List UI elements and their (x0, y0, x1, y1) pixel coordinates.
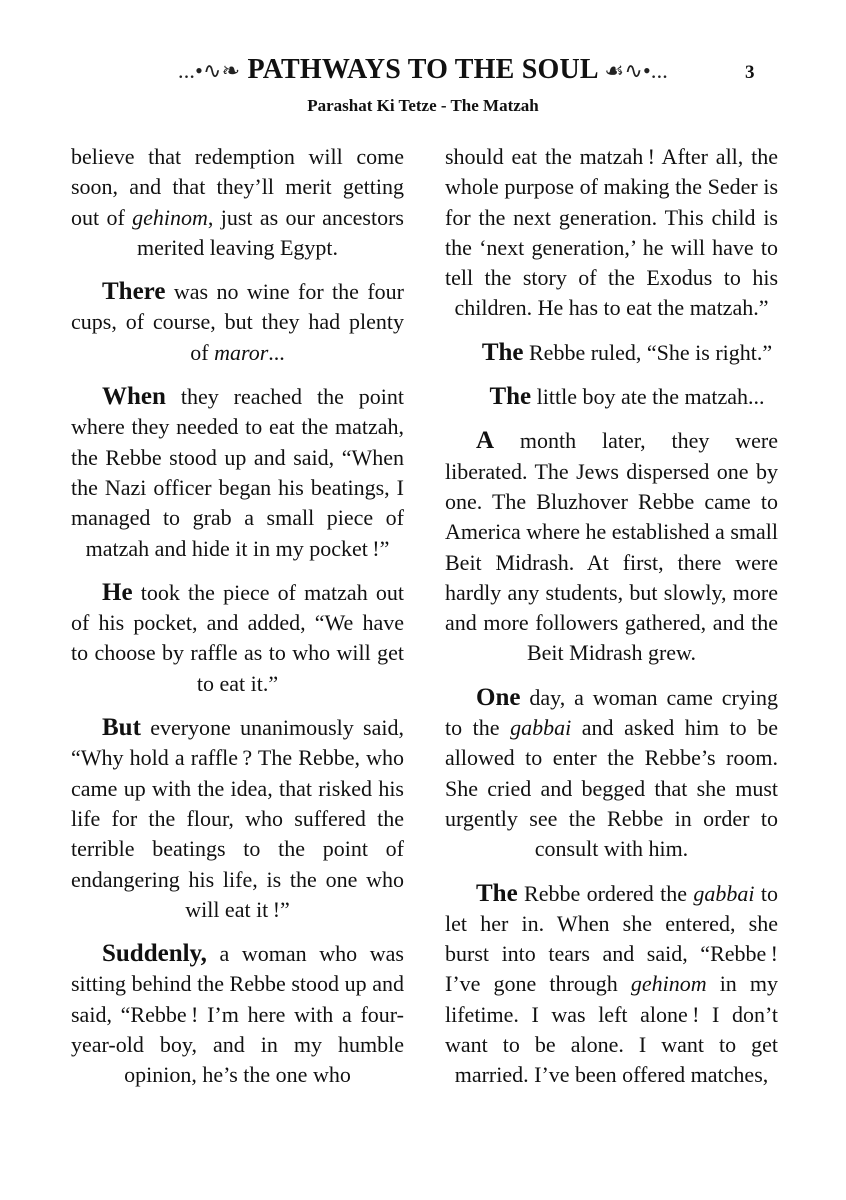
paragraph-text: Rebbe ruled, “She is right.” (523, 339, 773, 365)
paragraph (445, 338, 778, 368)
paragraph-text: day, a woman came crying to the (445, 684, 778, 741)
paragraph (445, 683, 778, 865)
paragraph-text: Rebbe ordered the (517, 880, 694, 906)
paragraph-lead-word: The (476, 879, 518, 907)
paragraph (445, 426, 778, 668)
page-header (0, 48, 846, 94)
paragraph-text: to let her in. When she entered, she burst into tears and said, “Rebbe ! I’ve gone through (445, 880, 778, 997)
paragraph (71, 713, 404, 925)
italic-term: gehinom (132, 204, 208, 230)
chapter-subtitle: Parashat Ki Tetze - The Matzah (307, 96, 539, 115)
paragraph-text: should eat the matzah ! After all, the whole purpose of making the Seder is for the next generation. This child is the ‘next generation,’ he will have to tell the story of the Exodus to his children. He has to eat the matzah.” (445, 144, 778, 321)
running-title (128, 54, 718, 86)
paragraph-text: month later, they were liberated. The Jews dispersed one by one. The Bluzhover Rebbe came to America where he established a small Beit Midrash. At first, there were hardly any students, but slowly, more and more followers gathered, and the Beit Midrash grew. (445, 428, 778, 666)
paragraph-lead-word: When (102, 383, 166, 411)
left-column (71, 142, 404, 1105)
paragraph (445, 382, 778, 412)
book-title: PATHWAYS TO THE SOUL (247, 54, 598, 85)
italic-term: gabbai (510, 715, 572, 741)
paragraph-lead-word: One (476, 683, 521, 711)
paragraph (71, 939, 404, 1090)
paragraph-text: they reached the point where they needed to eat the matzah, the Rebbe stood up and said, “When the Nazi officer began his beatings, I managed to grab a small piece of matzah and hide it in my pocket !” (71, 384, 404, 561)
paragraph-text: a woman who was sitting behind the Rebbe stood up and said, “Rebbe ! I’m here with a four-year-old boy, and in my humble opinion, he’s the one who (71, 941, 404, 1088)
paragraph-lead-word: The (481, 338, 524, 366)
paragraph (71, 277, 404, 368)
page-number: 3 (745, 62, 755, 83)
paragraph-lead-word: The (489, 383, 532, 411)
ornament-left: ...•∿❧ (178, 58, 241, 83)
paragraph-lead-word: A (476, 427, 495, 455)
paragraph-text: and asked him to be allowed to enter the Rebbe’s room. She cried and begged that she must urgently see the Rebbe in order to consult with him. (445, 715, 778, 862)
paragraph-lead-word: There (102, 278, 166, 306)
paragraph-lead-word: But (102, 714, 141, 742)
paragraph-text: everyone unanimously said, “Why hold a raffle ? The Rebbe, who came up with the idea, that risked his life for the flour, who suffered the terrible beatings to the point of endangering his life, is the one who will eat it !” (71, 715, 404, 922)
paragraph-text: was no wine for the four cups, of course, but they had plenty of (71, 279, 404, 365)
paragraph (445, 142, 778, 324)
paragraph-lead-word: He (102, 578, 133, 606)
italic-term: maror (214, 339, 269, 365)
paragraph (71, 382, 404, 564)
paragraph-text: in my lifetime. I was left alone ! I don’t want to be alone. I want to get married. I’ve been offered matches, (445, 971, 778, 1088)
ornament-right: ☙∿•... (604, 58, 668, 83)
right-column (445, 142, 778, 1105)
paragraph (445, 879, 778, 1091)
italic-term: gehinom (630, 971, 707, 997)
paragraph-text: little boy ate the matzah... (531, 384, 765, 410)
paragraph-text: , just as our ancestors merited leaving Egypt. (137, 204, 404, 260)
paragraph-text: took the piece of matzah out of his pocket, and added, “We have to choose by raffle as to who will get to eat it.” (71, 579, 404, 696)
paragraph-text: ... (268, 339, 285, 365)
paragraph-text: believe that redemption will come soon, and that they’ll merit getting out of (71, 144, 404, 230)
paragraph (71, 142, 404, 263)
paragraph-lead-word: Suddenly, (102, 940, 207, 968)
paragraph (71, 578, 404, 699)
italic-term: gabbai (693, 880, 755, 906)
